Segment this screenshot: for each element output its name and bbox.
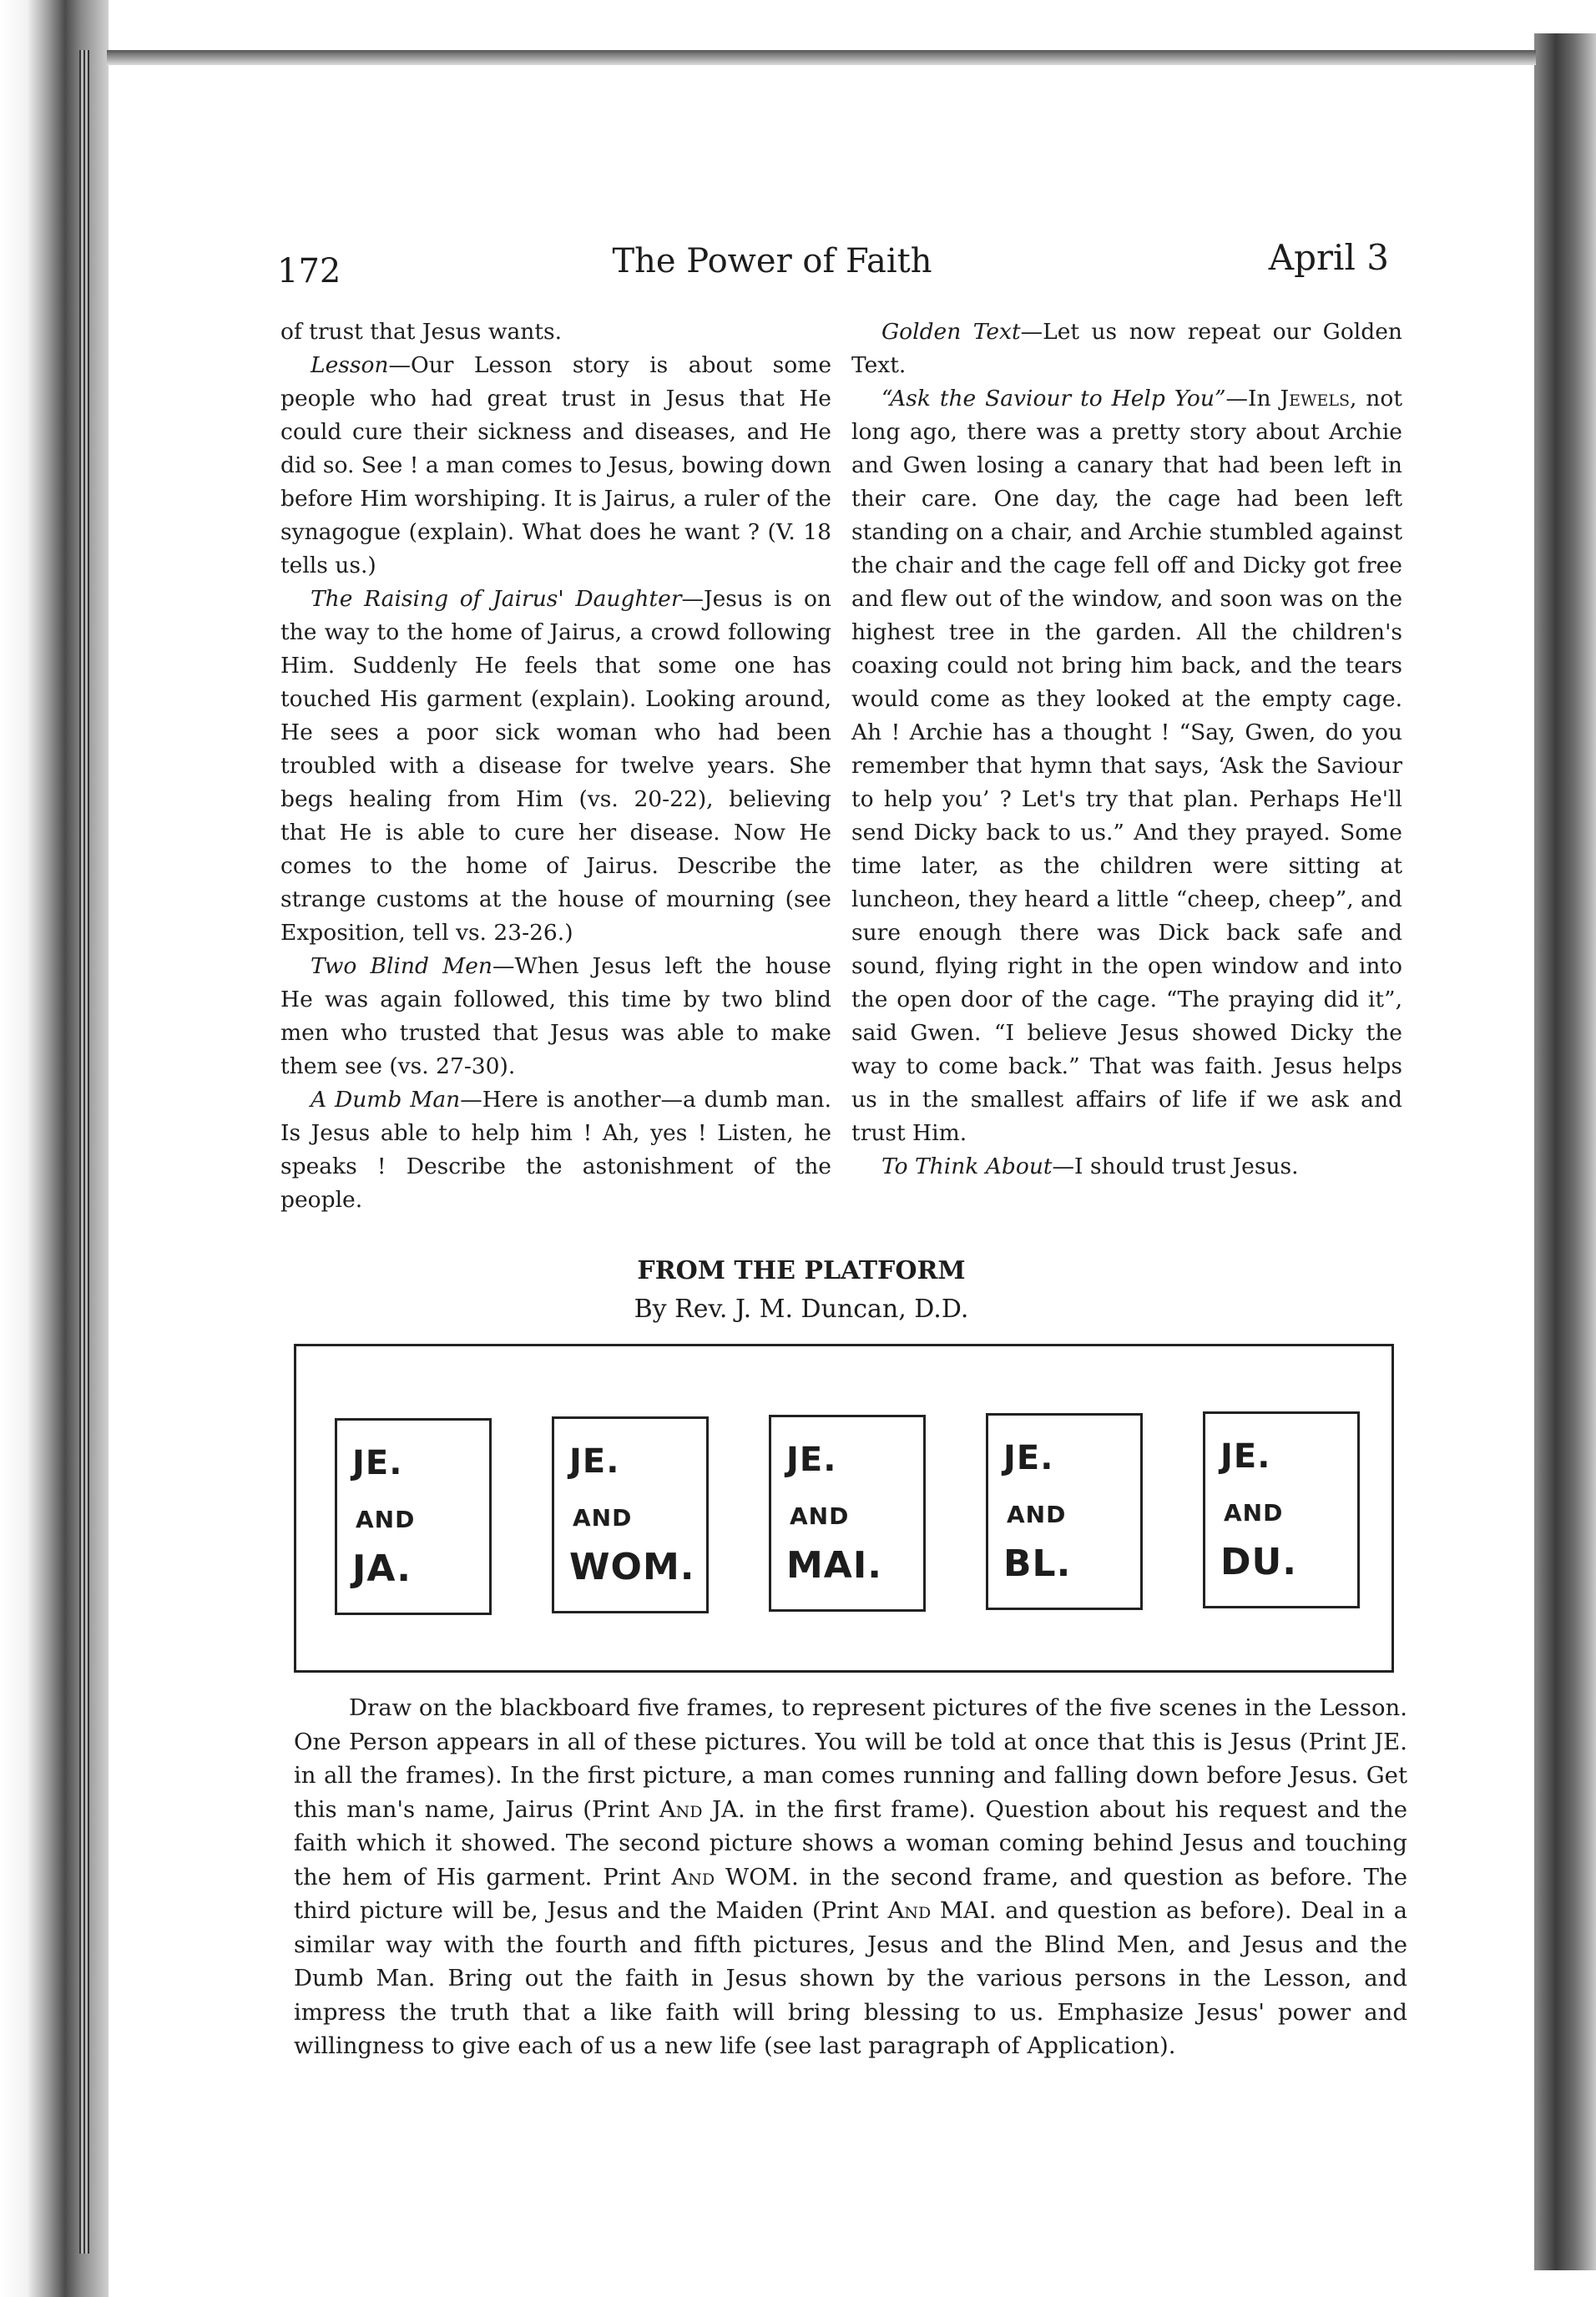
frame-middle-text: AND: [573, 1504, 633, 1532]
frame-bottom-text: DU.: [1220, 1541, 1297, 1583]
paragraph-blind-men: Two Blind Men—When Jesus left the house He was again followed, this time by two blind men who trusted that Jesus was able to make them see (vs. 27-30).: [280, 953, 831, 1079]
blackboard-frame: [1203, 1411, 1360, 1608]
paragraph-lesson: Lesson—Our Lesson story is about some people who had great trust in Jesus that He could cure their sickness and diseases, and He did so. See ! a man comes to Jesus, bowing down before Him worshiping. It is Jairus, a ruler of the synagogue (explain). What does he want ? (V. 18 tells us.): [280, 352, 831, 578]
small-caps-and: And: [659, 1795, 703, 1823]
paragraph: of trust that Jesus wants.: [280, 319, 563, 345]
paragraph-lead: A Dumb Man: [311, 1087, 461, 1113]
platform-heading: [518, 1252, 1085, 1329]
frame-bottom-text: JA.: [352, 1547, 412, 1590]
platform-instructions: Draw on the blackboard five frames, to represent pictures of the five scenes in the Lesson. One Person appears in all of these pictures. You will be told at once that this is Jesus (Print JE. in all the frames). In the first picture, a man comes running and falling down before Jesus. Get this man's name, Jairus (Print And JA. in the first frame). Question about his request and the faith which it showed. The second picture shows a woman coming behind Jesus and touching the hem of His garment. Print And WOM. in the second frame, and question as before. The third picture will be, Jesus and the Maiden (Print And MAI. and question as before). Deal in a similar way with the fourth and fifth pictures, Jesus and the Blind Men, and Jesus and the Dumb Man. Bring out the faith in Jesus shown by the various persons in the Lesson, and impress the truth that a like faith will bring blessing to us. Emphasize Jesus' power and willingness to give each of us a new life (see last paragraph of Application).: [294, 1694, 1407, 2059]
page-number: 172: [277, 252, 341, 290]
book-binding-right: [1534, 33, 1596, 2270]
paragraph-lead: To Think About: [881, 1154, 1053, 1179]
blackboard-frame: [769, 1415, 926, 1612]
book-binding-left: [0, 0, 109, 2297]
blackboard-frame: [986, 1413, 1143, 1610]
platform-title: FROM THE PLATFORM: [637, 1256, 966, 1285]
paragraph-golden-text: Golden Text—Let us now repeat our Golden Text.: [851, 319, 1402, 378]
frame-top-text: JE.: [1003, 1439, 1054, 1477]
issue-date: April 3: [1268, 237, 1389, 278]
frame-top-text: JE.: [569, 1442, 620, 1481]
blackboard-diagram: [294, 1344, 1394, 1673]
frame-bottom-text: BL.: [1003, 1542, 1072, 1585]
platform-byline: By Rev. J. M. Duncan, D.D.: [634, 1295, 969, 1324]
paragraph-lead: Lesson: [311, 352, 389, 378]
paragraph-dumb-man: A Dumb Man—Here is another—a dumb man. Is Jesus able to help him ! Ah, yes ! Listen, he speaks ! Describe the astonishment of the people.: [280, 1087, 832, 1213]
small-caps-and: And: [671, 1863, 715, 1891]
blackboard-frame: [552, 1416, 709, 1613]
small-caps-and: And: [887, 1897, 932, 1924]
frame-top-text: JE.: [1220, 1437, 1271, 1476]
page-header: [150, 237, 1394, 290]
paragraph-think-about: To Think About—I should trust Jesus.: [881, 1154, 1299, 1179]
running-title: The Power of Faith: [612, 242, 932, 280]
jewels-magazine-name: Jewels: [1280, 386, 1350, 411]
frame-middle-text: AND: [1224, 1499, 1284, 1527]
paragraph-lead: Golden Text: [881, 319, 1021, 345]
paragraph-lead: The Raising of Jairus' Daughter: [311, 586, 682, 612]
page-top-edge: [107, 50, 1536, 65]
frame-bottom-text: MAI.: [786, 1544, 882, 1587]
frame-middle-text: AND: [356, 1506, 416, 1533]
paragraph-lead: Two Blind Men: [311, 953, 492, 979]
frame-top-text: JE.: [786, 1441, 837, 1479]
frame-bottom-text: WOM.: [569, 1546, 695, 1588]
blackboard-frame: [335, 1418, 492, 1615]
right-column: [851, 316, 1402, 1184]
frame-top-text: JE.: [352, 1444, 403, 1482]
frame-middle-text: AND: [790, 1502, 850, 1530]
left-column: [280, 316, 831, 1217]
frame-middle-text: AND: [1007, 1501, 1067, 1528]
paragraph-ask-saviour: “Ask the Saviour to Help You”—In Jewels, not long ago, there was a pretty story about Archie and Gwen losing a canary that had been left in their care. One day, the cage had been left standing on a chair, and Archie stumbled against the chair and the cage fell off and Dicky got free and flew out of the window, and soon was on the highest tree in the garden. All the children's coaxing could not bring him back, and the tears would come as they looked at the empty cage. Ah ! Archie has a thought ! “Say, Gwen, do you remember that hymn that says, ‘Ask the Saviour to help you’ ? Let's try that plan. Perhaps He'll send Dicky back to us.” And they prayed. Some time later, as the children were sitting at luncheon, they heard a little “cheep, cheep”, and sure enough there was Dick back safe and sound, flying right in the open window and into the open door of the cage. “The praying did it”, said Gwen. “I believe Jesus showed Dicky the way to come back.” That was faith. Jesus helps us in the smallest affairs of life if we ask and trust Him.: [851, 386, 1402, 1146]
paragraph-raising: The Raising of Jairus' Daughter—Jesus is on the way to the home of Jairus, a crowd following Him. Suddenly He feels that some one has touched His garment (explain). Looking around, He sees a poor sick woman who had been troubled with a disease for twelve years. She begs healing from Him (vs. 20-22), believing that He is able to cure her disease. Now He comes to the home of Jairus. Describe the strange customs at the house of mourning (see Exposition, tell vs. 23-26.): [280, 586, 831, 946]
paragraph-lead: “Ask the Saviour to Help You”: [881, 386, 1226, 411]
